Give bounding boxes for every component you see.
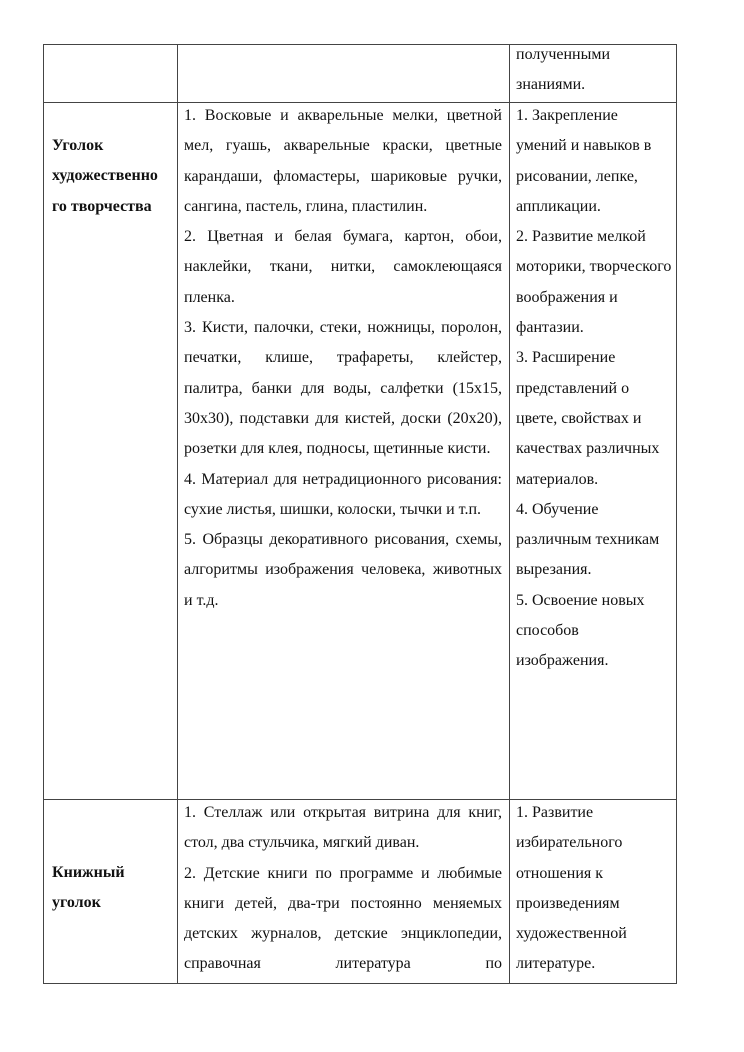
equipment-item: 2. Детские книги по программе и любимые книги детей, два-три постоянно меняемых детских журналов, детские энциклопедии, справочная литература по <box>184 864 502 973</box>
goal-item: 4. Обучение различным техникам вырезания. <box>516 500 660 579</box>
row-0-goals <box>516 40 672 101</box>
goal-item: 1. Закрепление умений и навыков в рисовании, лепке, аппликации. <box>516 107 652 215</box>
equipment-item: 3. Кисти, палочки, стеки, ножницы, поролон, печатки, клише, трафареты, клейстер, палитра, банки для воды, салфетки (15х15, 30х30), подставки для кистей, доски (20х20), розетки для клея, подносы, щетинные кисти. <box>184 319 502 458</box>
equipment-item: 1. Стеллаж или открытая витрина для книг, стол, два стульчика, мягкий диван. <box>184 804 502 852</box>
column-divider-1 <box>177 44 178 984</box>
goal-line: полученными <box>516 46 611 63</box>
row-1-goals <box>516 101 672 677</box>
goal-item: 5. Освоение новых способов изображения. <box>516 591 645 670</box>
table-border-right <box>676 44 677 984</box>
goal-item: 2. Развитие мелкой моторики, творческого воображения и фантазии. <box>516 228 672 337</box>
row-2-section <box>52 858 142 919</box>
column-divider-2 <box>509 44 510 984</box>
row-1-section <box>52 131 170 222</box>
goal-item: 3. Расширение представлений о цвете, свойствах и качествах различных материалов. <box>516 349 660 488</box>
equipment-item: 2. Цветная и белая бумага, картон, обои, наклейки, ткани, нитки, самоклеющаяся пленка. <box>184 228 502 306</box>
row-1-equipment <box>184 101 502 616</box>
goal-item: 1. Развитие избирательного отношения к произведениям художественной литературе. <box>516 804 627 973</box>
table-border-bottom <box>43 983 677 984</box>
goal-line: знаниями. <box>516 76 586 94</box>
section-title: Уголок художественно го творчества <box>52 137 158 215</box>
equipment-item: 1. Восковые и акварельные мелки, цветной мел, гуашь, акварельные краски, цветные карандаши, фломастеры, шариковые ручки, сангина, пастель, глина, пластилин. <box>184 107 502 215</box>
row-2-equipment <box>184 798 502 980</box>
table-border-left <box>43 44 44 984</box>
row-2-goals <box>516 798 672 980</box>
equipment-item: 5. Образцы декоративного рисования, схемы, алгоритмы изображения человека, животных и т.д. <box>184 531 502 609</box>
equipment-item: 4. Материал для нетрадиционного рисования: сухие листья, шишки, колоски, тычки и т.п. <box>184 470 502 518</box>
section-title: Книжный уголок <box>52 864 125 912</box>
